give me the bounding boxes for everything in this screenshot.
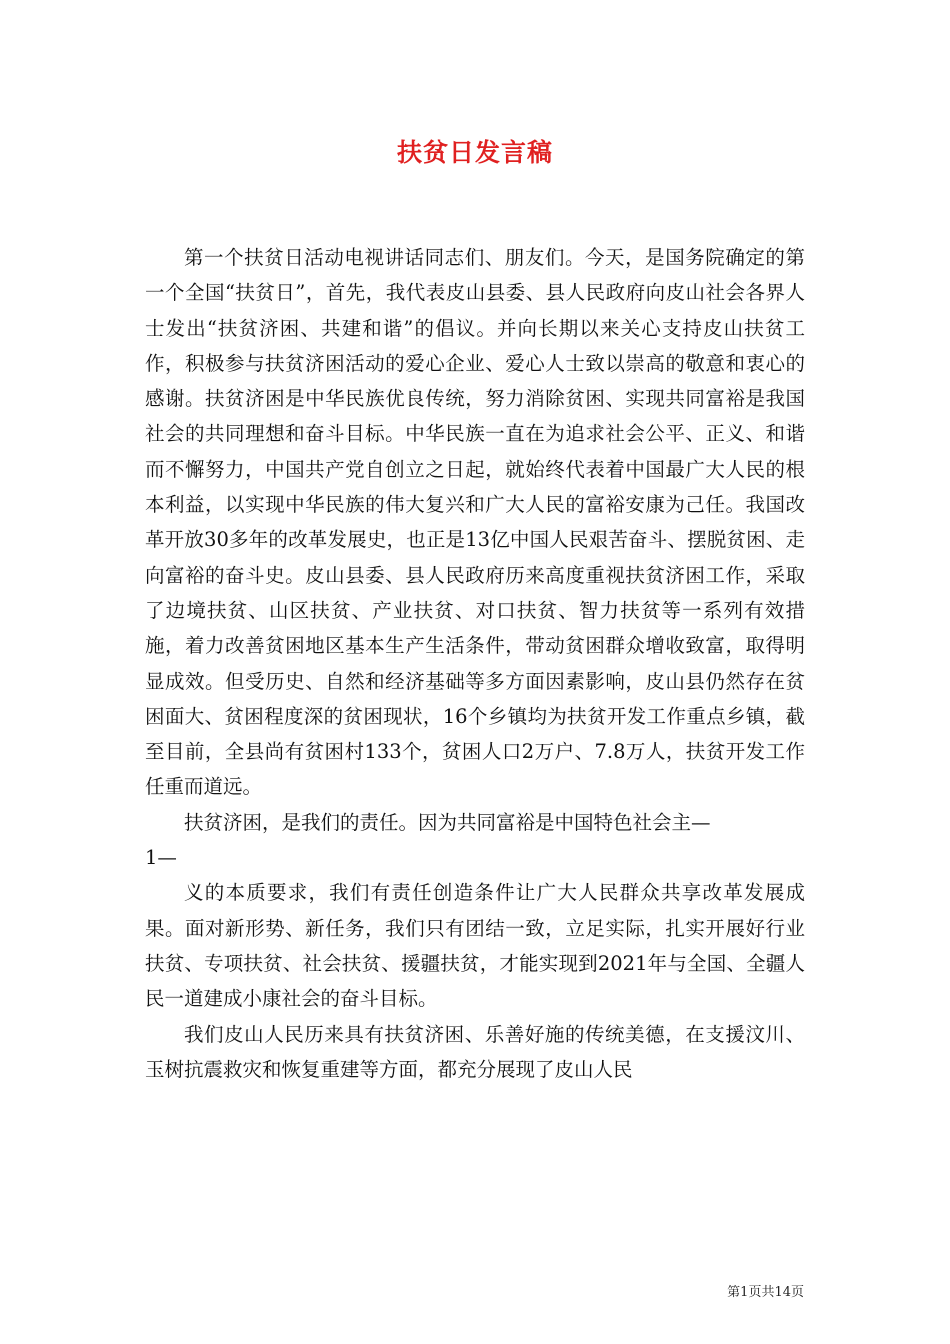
document-title: 扶贫日发言稿 bbox=[396, 138, 553, 167]
document-body bbox=[145, 240, 805, 1087]
paragraph: 我们皮山人民历来具有扶贫济困、乐善好施的传统美德，在支援汶川、玉树抗震救灾和恢复重建等方面，都充分展现了皮山人民 bbox=[145, 1022, 805, 1081]
paragraph: 扶贫济困，是我们的责任。因为共同富裕是中国特色社会主— bbox=[184, 810, 711, 834]
page-number: 第1页共14页 bbox=[727, 1285, 804, 1300]
page-break-marker: 1— bbox=[145, 846, 177, 870]
paragraph: 第一个扶贫日活动电视讲话同志们、朋友们。今天，是国务院确定的第一个全国“扶贫日”，首先，我代表皮山县委、县人民政府向皮山社会各界人士发出“扶贫济困、共建和谐”的倡议。并向长期以来关心支持皮山扶贫工作，积极参与扶贫济困活动的爱心企业、爱心人士致以崇高的敬意和衷心的感谢。扶贫济困是中华民族优良传统，努力消除贫困、实现共同富裕是我国社会的共同理想和奋斗目标。中华民族一直在为追求社会公平、正义、和谐而不懈努力，中国共产党自创立之日起，就始终代表着中国最广大人民的根本利益，以实现中华民族的伟大复兴和广大人民的富裕安康为己任。我国改革开放30多年的改革发展史，也正是13亿中国人民艰苦奋斗、摆脱贫困、走向富裕的奋斗史。皮山县委、县人民政府历来高度重视扶贫济困工作，采取了边境扶贫、山区扶贫、产业扶贫、对口扶贫、智力扶贫等一系列有效措施，着力改善贫困地区基本生产生活条件，带动贫困群众增收致富，取得明显成效。但受历史、自然和经济基础等多方面因素影响，皮山县仍然存在贫困面大、贫困程度深的贫困现状，16个乡镇均为扶贫开发工作重点乡镇，截至目前，全县尚有贫困村133个，贫困人口2万户、7.8万人，扶贫开发工作任重而道远。 bbox=[145, 246, 805, 799]
paragraph: 义的本质要求，我们有责任创造条件让广大人民群众共享改革发展成果。面对新形势、新任务，我们只有团结一致，立足实际，扎实开展好行业扶贫、专项扶贫、社会扶贫、援疆扶贫，才能实现到2021年与全国、全疆人民一道建成小康社会的奋斗目标。 bbox=[145, 881, 805, 1011]
